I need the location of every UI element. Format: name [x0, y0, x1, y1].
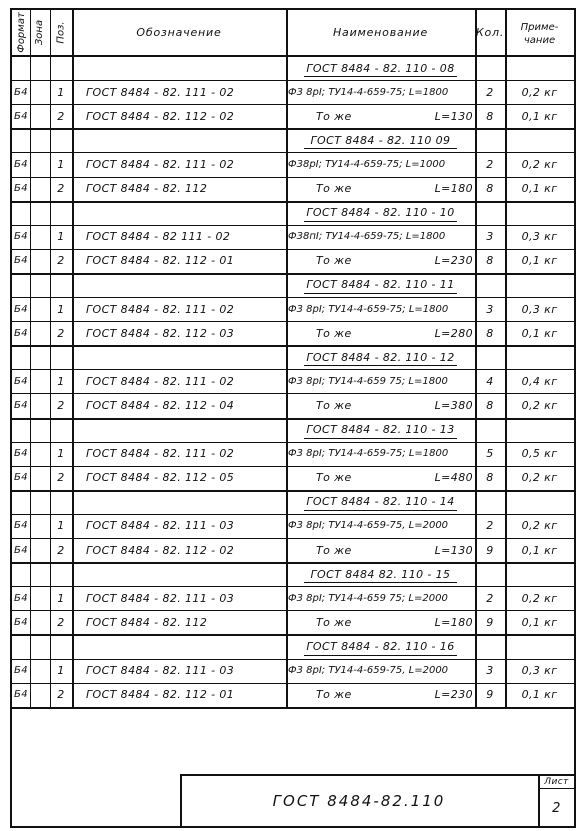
- cell-format: Б4: [13, 448, 29, 460]
- cell-format: Б4: [13, 183, 29, 195]
- cell-designation: ГОСТ 8484 - 82. 112 - 02: [86, 109, 235, 123]
- header-format-text: Формат: [15, 12, 27, 53]
- group-title-underline: [304, 365, 457, 366]
- cell-pos: 1: [57, 374, 65, 388]
- group-title: ГОСТ 8484 82. 110 - 15: [310, 567, 451, 581]
- cell-note: 0,2 кг: [521, 471, 558, 485]
- cell-qty: 8: [486, 182, 494, 196]
- cell-pos: 2: [57, 109, 65, 123]
- cell-name: Ф3 8рI; ТУ14-4-659 75; L=1800: [288, 375, 448, 387]
- cell-designation: ГОСТ 8484 - 82. 112 - 03: [86, 326, 235, 340]
- header-pos: [50, 10, 72, 55]
- cell-length: L=180: [434, 615, 473, 629]
- group-title-underline: [304, 582, 457, 583]
- group-title-underline: [304, 655, 457, 656]
- cell-pos: 1: [57, 157, 65, 171]
- cell-note: 0,4 кг: [521, 374, 558, 388]
- header-note-line1: Приме-: [520, 22, 559, 33]
- cell-note: 0,5 кг: [521, 447, 558, 461]
- cell-qty: 9: [486, 543, 494, 557]
- cell-pos: 2: [57, 543, 65, 557]
- cell-designation: ГОСТ 8484 - 82. 111 - 02: [86, 157, 235, 171]
- cell-pos: 1: [57, 447, 65, 461]
- cell-name: То же: [316, 688, 352, 702]
- cell-note: 0,3 кг: [521, 302, 558, 316]
- column-divider: [30, 10, 31, 707]
- cell-pos: 1: [57, 302, 65, 316]
- cell-format: Б4: [13, 303, 29, 315]
- header-note-line2: чание: [523, 35, 556, 46]
- cell-name: Ф3 8рI; ТУ14-4-659-75; L=1800: [288, 303, 449, 315]
- group-title: ГОСТ 8484 - 82. 110 - 11: [306, 278, 455, 292]
- cell-name: То же: [316, 543, 352, 557]
- cell-format: Б4: [13, 86, 29, 98]
- specification-sheet: [10, 8, 576, 828]
- cell-note: 0,1 кг: [521, 688, 558, 702]
- cell-length: L=230: [434, 688, 473, 702]
- cell-name: То же: [316, 254, 352, 268]
- cell-designation: ГОСТ 8484 - 82. 111 - 02: [86, 302, 235, 316]
- column-divider: [505, 10, 507, 707]
- header-note: [505, 16, 574, 52]
- column-divider: [475, 10, 477, 707]
- cell-note: 0,2 кг: [521, 85, 558, 99]
- cell-length: L=280: [434, 326, 473, 340]
- cell-name: Ф38рI; ТУ14-4-659-75; L=1000: [288, 158, 446, 170]
- cell-designation: ГОСТ 8484 - 82 111 - 02: [86, 230, 231, 244]
- cell-qty: 2: [486, 85, 494, 99]
- cell-name: То же: [316, 326, 352, 340]
- header-qty: Кол.: [475, 26, 505, 39]
- cell-designation: ГОСТ 8484 - 82. 111 - 02: [86, 85, 235, 99]
- cell-qty: 8: [486, 254, 494, 268]
- cell-pos: 2: [57, 615, 65, 629]
- column-divider: [286, 10, 288, 707]
- cell-qty: 2: [486, 519, 494, 533]
- header-designation: Обозначение: [136, 26, 222, 39]
- cell-qty: 3: [486, 664, 494, 678]
- cell-qty: 8: [486, 471, 494, 485]
- cell-note: 0,1 кг: [521, 182, 558, 196]
- cell-designation: ГОСТ 8484 - 82. 111 - 03: [86, 519, 235, 533]
- cell-note: 0,3 кг: [521, 664, 558, 678]
- cell-name: То же: [316, 109, 352, 123]
- cell-pos: 2: [57, 688, 65, 702]
- cell-pos: 2: [57, 471, 65, 485]
- group-title: ГОСТ 8484 - 82. 110 - 13: [306, 423, 455, 437]
- cell-format: Б4: [13, 689, 29, 701]
- cell-note: 0,1 кг: [521, 254, 558, 268]
- cell-format: Б4: [13, 110, 29, 122]
- cell-format: Б4: [13, 592, 29, 604]
- cell-designation: ГОСТ 8484 - 82. 112 - 01: [86, 254, 235, 268]
- cell-format: Б4: [13, 399, 29, 411]
- cell-designation: ГОСТ 8484 - 82. 112 - 01: [86, 688, 235, 702]
- cell-pos: 1: [57, 591, 65, 605]
- cell-designation: ГОСТ 8484 - 82. 111 - 03: [86, 664, 235, 678]
- sheet-number: 2: [552, 801, 561, 816]
- cell-format: Б4: [13, 520, 29, 532]
- cell-qty: 5: [486, 447, 494, 461]
- header-format: [12, 10, 30, 55]
- cell-format: Б4: [13, 327, 29, 339]
- cell-format: Б4: [13, 375, 29, 387]
- cell-length: L=130: [434, 109, 473, 123]
- cell-qty: 8: [486, 398, 494, 412]
- cell-length: L=230: [434, 254, 473, 268]
- cell-length: L=130: [434, 543, 473, 557]
- cell-note: 0,1 кг: [521, 109, 558, 123]
- cell-qty: 9: [486, 688, 494, 702]
- cell-format: Б4: [13, 255, 29, 267]
- group-title: ГОСТ 8484 - 82. 110 - 08: [306, 61, 455, 75]
- cell-format: Б4: [13, 472, 29, 484]
- cell-pos: 1: [57, 230, 65, 244]
- group-title: ГОСТ 8484 - 82. 110 - 12: [306, 350, 455, 364]
- cell-name: Ф3 8рI; ТУ14-4-659-75; L=1800: [288, 86, 449, 98]
- cell-note: 0,2 кг: [521, 157, 558, 171]
- cell-name: То же: [316, 398, 352, 412]
- cell-format: Б4: [13, 544, 29, 556]
- cell-name: Ф3 8рI; ТУ14-4-659 75; L=2000: [288, 592, 448, 604]
- cell-qty: 9: [486, 615, 494, 629]
- cell-format: Б4: [13, 158, 29, 170]
- group-title-underline: [304, 76, 457, 77]
- column-divider: [50, 10, 51, 707]
- cell-note: 0,3 кг: [521, 230, 558, 244]
- cell-qty: 3: [486, 302, 494, 316]
- cell-note: 0,1 кг: [521, 326, 558, 340]
- header-zone: [30, 10, 50, 55]
- cell-note: 0,2 кг: [521, 519, 558, 533]
- cell-name: Ф3 8рI; ТУ14-4-659-75, L=2000: [288, 665, 449, 677]
- cell-designation: ГОСТ 8484 - 82. 112 - 04: [86, 398, 235, 412]
- group-title: ГОСТ 8484 - 82. 110 09: [310, 133, 451, 147]
- cell-name: Ф3 8рI; ТУ14-4-659-75; L=1800: [288, 448, 449, 460]
- cell-name: То же: [316, 471, 352, 485]
- cell-pos: 2: [57, 326, 65, 340]
- cell-length: L=380: [434, 398, 473, 412]
- cell-qty: 8: [486, 109, 494, 123]
- cell-pos: 1: [57, 85, 65, 99]
- group-title-underline: [304, 148, 457, 149]
- cell-note: 0,1 кг: [521, 543, 558, 557]
- cell-designation: ГОСТ 8484 - 82. 111 - 02: [86, 374, 235, 388]
- cell-format: Б4: [13, 616, 29, 628]
- cell-note: 0,2 кг: [521, 591, 558, 605]
- cell-designation: ГОСТ 8484 - 82. 112: [86, 615, 208, 629]
- cell-qty: 4: [486, 374, 494, 388]
- cell-designation: ГОСТ 8484 - 82. 111 - 02: [86, 447, 235, 461]
- group-title: ГОСТ 8484 - 82. 110 - 10: [306, 206, 455, 220]
- cell-designation: ГОСТ 8484 - 82. 112 - 05: [86, 471, 235, 485]
- cell-name: То же: [316, 182, 352, 196]
- cell-length: L=480: [434, 471, 473, 485]
- cell-name: Ф3 8рI; ТУ14-4-659-75, L=2000: [288, 520, 449, 532]
- cell-qty: 2: [486, 591, 494, 605]
- cell-qty: 3: [486, 230, 494, 244]
- header-name: Наименование: [332, 26, 429, 39]
- cell-designation: ГОСТ 8484 - 82. 112 - 02: [86, 543, 235, 557]
- cell-length: L=180: [434, 182, 473, 196]
- group-title: ГОСТ 8484 - 82. 110 - 16: [306, 639, 455, 653]
- cell-designation: ГОСТ 8484 - 82. 111 - 03: [86, 591, 235, 605]
- cell-name: Ф38пI; ТУ14-4-659-75; L=1800: [288, 231, 446, 243]
- cell-format: Б4: [13, 665, 29, 677]
- group-title-underline: [304, 438, 457, 439]
- cell-format: Б4: [13, 231, 29, 243]
- column-divider: [72, 10, 74, 707]
- cell-pos: 1: [57, 664, 65, 678]
- cell-qty: 8: [486, 326, 494, 340]
- header-pos-text: Поз.: [55, 21, 67, 44]
- cell-designation: ГОСТ 8484 - 82. 112: [86, 182, 208, 196]
- group-title: ГОСТ 8484 - 82. 110 - 14: [306, 495, 455, 509]
- group-title-underline: [304, 510, 457, 511]
- cell-name: То же: [316, 615, 352, 629]
- group-title-underline: [304, 293, 457, 294]
- cell-note: 0,1 кг: [521, 615, 558, 629]
- document-code: ГОСТ 8484-82.110: [272, 792, 446, 810]
- cell-pos: 2: [57, 398, 65, 412]
- row-divider: [12, 707, 574, 709]
- header-zone-text: Зона: [34, 19, 46, 46]
- group-title-underline: [304, 221, 457, 222]
- cell-pos: 2: [57, 254, 65, 268]
- cell-note: 0,2 кг: [521, 398, 558, 412]
- cell-pos: 2: [57, 182, 65, 196]
- cell-qty: 2: [486, 157, 494, 171]
- sheet-label: Лист: [544, 776, 569, 787]
- cell-pos: 1: [57, 519, 65, 533]
